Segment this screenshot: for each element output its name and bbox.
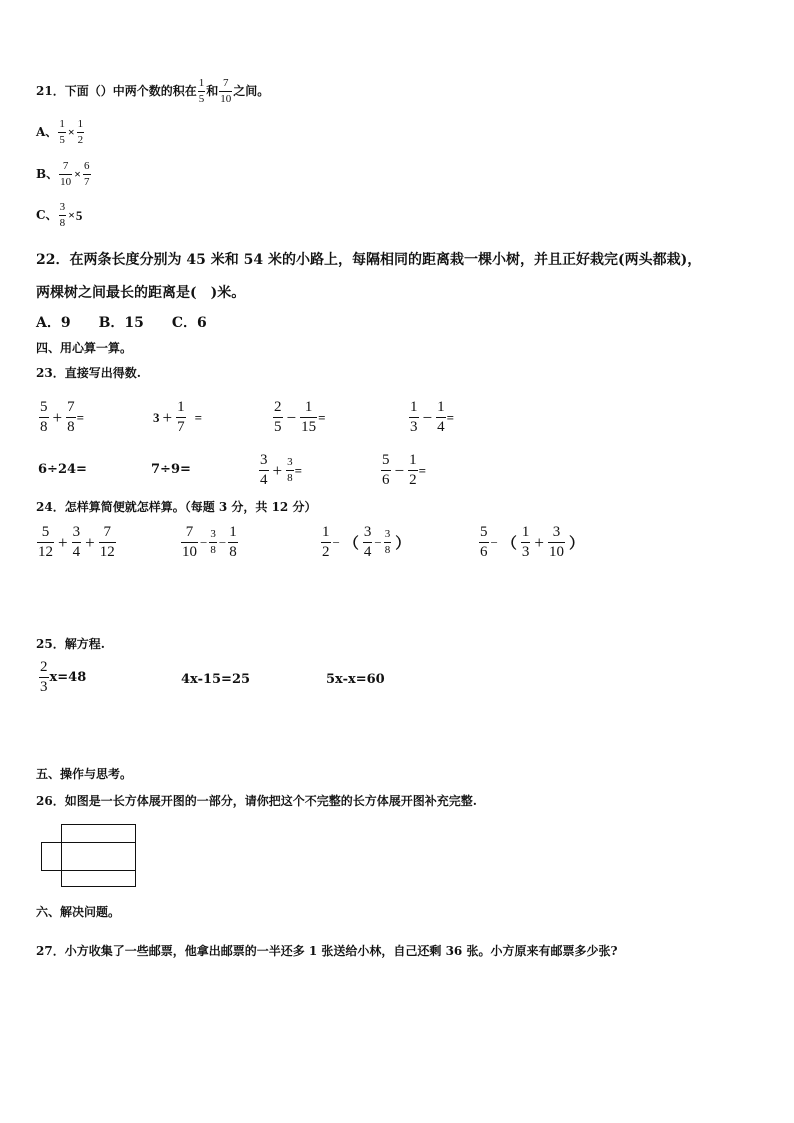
- q22-options: A．9 B．15 C．6: [36, 315, 207, 331]
- q27-title: 27．小方收集了一些邮票，他拿出邮票的一半还多 1 张送给小林，自己还剩 36 张。小方原来有邮票多少张?: [36, 944, 618, 958]
- fraction: $\frac{1}{2}$: [322, 524, 330, 560]
- q25-eq-2: 4x-15=25: [181, 672, 251, 687]
- fraction: $\frac{1}{7}$: [177, 399, 185, 435]
- q23-expr-8: $\frac{5}{6}$ − $\frac{1}{2}$ =: [382, 452, 427, 488]
- q23-expr-1: $\frac{5}{8}$ + $\frac{7}{8}$ =: [40, 399, 85, 435]
- fraction: $\frac{3}{8}$: [59, 201, 66, 229]
- q22-line2: 两棵树之间最长的距离是( )米。: [36, 285, 246, 301]
- fraction: $\frac{1}{5}$: [59, 118, 65, 146]
- q23-expr-3: $\frac{2}{5}$ − $\frac{1}{15}$ =: [274, 399, 326, 435]
- q22-line1: 22．在两条长度分别为 45 米和 54 米的小路上，每隔相同的距离栽一棵小树，并且正好栽完(两头都栽)，: [36, 252, 702, 268]
- fraction: $\frac{1}{2}$: [409, 452, 417, 488]
- fraction: $\frac{2}{3}$: [40, 659, 48, 695]
- fraction: $\frac{1}{3}$: [410, 399, 418, 435]
- q24-expr-4: $\frac{5}{6}$ − （ $\frac{1}{3}$ + $\frac{3}{10}$ ）: [480, 524, 584, 560]
- section-5-heading: 五、操作与思考。: [36, 767, 133, 781]
- fraction: $\frac{3}{4}$: [260, 452, 268, 488]
- fraction: $\frac{1}{4}$: [437, 399, 445, 435]
- fraction: $\frac{5}{6}$: [382, 452, 390, 488]
- q23-expr-5: 6÷24=: [38, 462, 87, 477]
- fraction: $\frac{5}{12}$: [38, 524, 53, 560]
- q24-title: 24．怎样算简便就怎样算。（每题 3 分，共 12 分）: [36, 500, 317, 514]
- fraction: $\frac{2}{5}$: [274, 399, 282, 435]
- section-4-heading: 四、用心算一算。: [36, 341, 133, 355]
- fraction: $\frac{3}{10}$: [548, 524, 564, 560]
- fraction: $\frac{3}{8}$: [287, 456, 293, 484]
- q24-expr-3: $\frac{1}{2}$ − （ $\frac{3}{4}$ − $\frac{3}{8}$ ）: [322, 524, 411, 560]
- fraction: $\frac{6}{7}$: [84, 160, 90, 188]
- q23-expr-4: $\frac{1}{3}$ − $\frac{1}{4}$ =: [410, 399, 455, 435]
- net-side-face: [42, 843, 62, 871]
- q25-title: 25．解方程.: [36, 637, 105, 651]
- fraction: $\frac{1}{2}$: [77, 118, 84, 146]
- fraction: $\frac{7}{10}$: [182, 524, 197, 560]
- fraction: $\frac{7}{10}$: [220, 77, 232, 105]
- fraction: $\frac{5}{6}$: [480, 524, 488, 560]
- q21-option-c: C、 $\frac{3}{8}$ ×5: [36, 201, 83, 229]
- fraction: $\frac{7}{8}$: [67, 399, 75, 435]
- q23-expr-7: $\frac{3}{4}$ + $\frac{3}{8}$ =: [260, 452, 303, 488]
- section-6-heading: 六、解决问题。: [36, 905, 121, 919]
- q23-expr-6: 7÷9=: [151, 462, 191, 477]
- cuboid-net-figure: [38, 822, 142, 890]
- fraction: $\frac{1}{15}$: [301, 399, 317, 435]
- q25-eq-3: 5x-x=60: [326, 672, 385, 687]
- fraction: $\frac{1}{3}$: [521, 524, 530, 560]
- fraction: $\frac{5}{8}$: [40, 399, 48, 435]
- q25-eq-1: $\frac{2}{3}$ x=48: [40, 659, 87, 695]
- fraction: $\frac{3}{8}$: [210, 528, 216, 556]
- net-main-rect: [62, 825, 136, 887]
- q23-title: 23．直接写出得数.: [36, 366, 141, 380]
- q26-title: 26．如图是一长方体展开图的一部分，请你把这个不完整的长方体展开图补充完整.: [36, 794, 477, 808]
- fraction: $\frac{3}{4}$: [363, 524, 372, 560]
- q23-expr-2: 3 + $\frac{1}{7}$ =: [153, 399, 203, 435]
- fraction: $\frac{7}{12}$: [99, 524, 115, 560]
- q21-suffix: 之间。: [233, 84, 270, 98]
- q24-expr-1: $\frac{5}{12}$ + $\frac{3}{4}$ + $\frac{7}{12}$: [38, 524, 115, 560]
- q21-stem: [36, 78, 269, 105]
- q21-option-a: A、 $\frac{1}{5}$ × $\frac{1}{2}$: [36, 118, 84, 146]
- q24-expr-2: $\frac{7}{10}$ − $\frac{3}{8}$ − $\frac{1}{8}$: [182, 524, 237, 560]
- fraction: $\frac{7}{10}$: [60, 160, 72, 188]
- fraction: $\frac{1}{8}$: [229, 524, 237, 560]
- fraction: $\frac{1}{5}$: [198, 77, 205, 105]
- fraction: $\frac{3}{8}$: [384, 528, 391, 556]
- q21-option-b: B、 $\frac{7}{10}$ × $\frac{6}{7}$: [36, 160, 90, 188]
- q21-mid: 和: [206, 84, 219, 98]
- q21-prefix: 21．下面（）中两个数的积在: [36, 84, 197, 98]
- fraction: $\frac{3}{4}$: [72, 524, 81, 560]
